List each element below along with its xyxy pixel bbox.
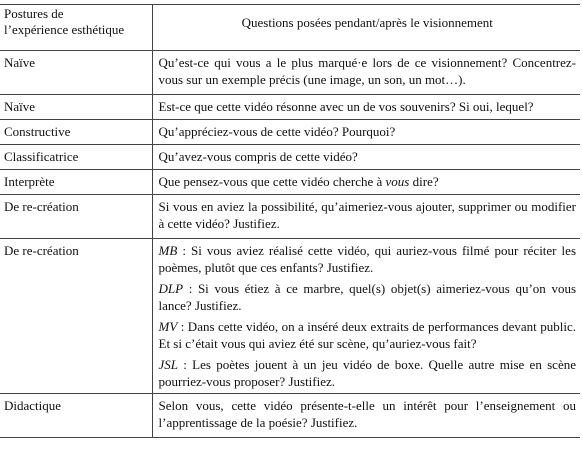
video-question-text: : Les poètes jouent à un jeu vidéo de boxe. Quelle autre mise en scène pourriez-vous proposer? Justifiez. bbox=[158, 357, 576, 389]
video-question-text: : Dans cette vidéo, on a inséré deux extraits de performances devant public. Et si c’était vous qui aviez été sur scène, qu’auriez-vous fait? bbox=[158, 319, 576, 351]
posture-cell: De re-création bbox=[0, 195, 152, 239]
video-question-mv bbox=[159, 318, 577, 352]
table-row bbox=[0, 195, 580, 239]
question-text-emphasis: vous bbox=[385, 174, 410, 189]
question-cell-group bbox=[152, 239, 580, 394]
posture-cell: De re-création bbox=[0, 239, 152, 394]
video-tag: MB bbox=[158, 243, 178, 258]
table-row bbox=[0, 239, 580, 394]
video-tag: JSL bbox=[158, 357, 178, 372]
table-row bbox=[0, 145, 580, 170]
posture-cell: Naïve bbox=[0, 51, 152, 95]
question-cell: Selon vous, cette vidéo présente-t-elle un intérêt pour l’enseignement ou l’apprentissage de la poésie? Justifiez. bbox=[152, 394, 580, 438]
video-question-mb bbox=[159, 242, 577, 276]
table-row bbox=[0, 170, 580, 195]
question-cell: Qu’avez-vous compris de cette vidéo? bbox=[152, 145, 580, 170]
question-cell: Qu’appréciez-vous de cette vidéo? Pourquoi? bbox=[152, 120, 580, 145]
video-tag: DLP bbox=[158, 281, 184, 296]
table-row bbox=[0, 51, 580, 95]
posture-cell: Classificatrice bbox=[0, 145, 152, 170]
table-row bbox=[0, 120, 580, 145]
question-cell: Est-ce que cette vidéo résonne avec un de vos souvenirs? Si oui, lequel? bbox=[152, 95, 580, 120]
question-cell: Si vous en aviez la possibilité, qu’aimeriez-vous ajouter, supprimer ou modifier à cette vidéo? Justifiez. bbox=[152, 195, 580, 239]
question-cell: Qu’est-ce qui vous a le plus marqué·e lors de ce visionnement? Concentrez-vous sur un exemple précis (une image, un son, un mot…). bbox=[152, 51, 580, 95]
video-tag: MV bbox=[158, 319, 178, 334]
video-question-jsl bbox=[159, 356, 577, 390]
posture-cell: Didactique bbox=[0, 394, 152, 438]
question-text-after: dire? bbox=[409, 174, 439, 189]
posture-cell: Constructive bbox=[0, 120, 152, 145]
table-row bbox=[0, 394, 580, 438]
header-questions: Questions posées pendant/après le visionnement bbox=[152, 5, 580, 51]
posture-cell: Interprète bbox=[0, 170, 152, 195]
question-cell bbox=[152, 170, 580, 195]
header-postures-line2: l’expérience esthétique bbox=[4, 22, 125, 37]
video-question-dlp bbox=[159, 280, 577, 314]
header-postures-line1: Postures de bbox=[4, 6, 64, 21]
question-text-before: Que pensez-vous que cette vidéo cherche à bbox=[158, 174, 386, 189]
posture-cell: Naïve bbox=[0, 95, 152, 120]
video-question-text: : Si vous étiez à ce marbre, quel(s) objet(s) aimeriez-vous qu’on vous lance? Justifiez. bbox=[158, 281, 576, 313]
table-row bbox=[0, 95, 580, 120]
video-question-text: : Si vous aviez réalisé cette vidéo, qui auriez-vous filmé pour réciter les poèmes, plutôt que ces enfants? Justifiez. bbox=[158, 243, 576, 275]
header-postures bbox=[0, 5, 152, 51]
aesthetic-postures-table bbox=[0, 4, 580, 438]
table-header bbox=[0, 5, 580, 51]
